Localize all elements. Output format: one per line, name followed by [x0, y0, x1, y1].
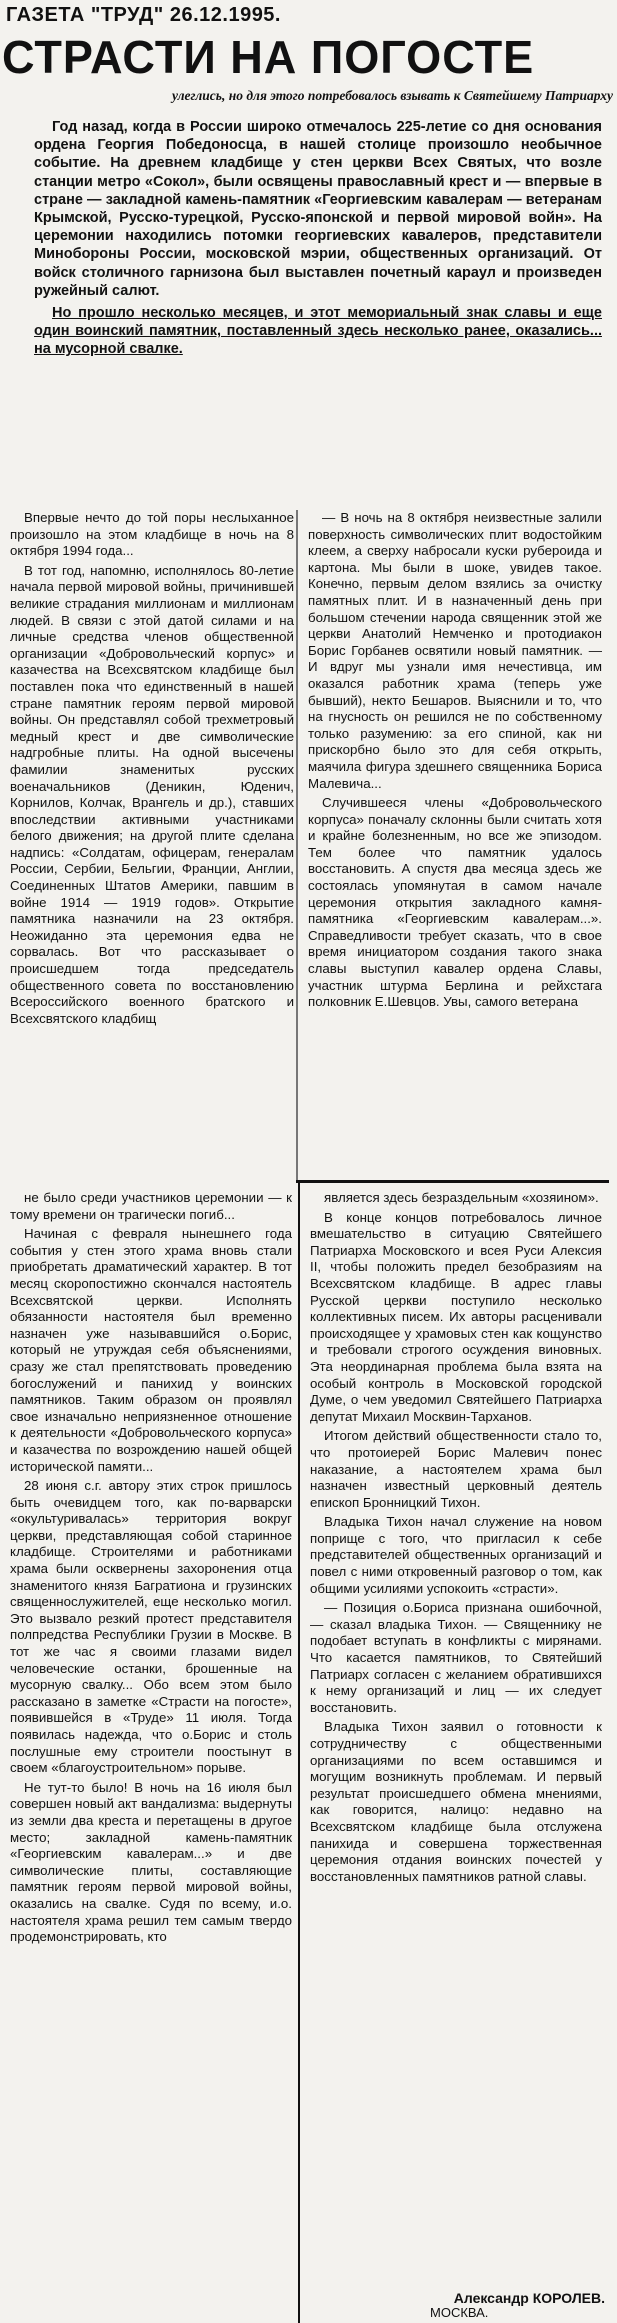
lead-paragraph-2: Но прошло несколько месяцев, и этот мемориальный знак славы и еще один воинский памятник, поставленный здесь несколько ранее, оказались... на мусорной свалке. — [34, 305, 602, 358]
newspaper-source: ГАЗЕТА "ТРУД" 26.12.1995. — [6, 4, 281, 26]
lead-paragraphs — [34, 118, 602, 363]
col-d-paragraph-3: Итогом действий общественности стало то, что протоиерей Борис Малевич понес наказание, а настоятелем храма был назначен известный церковный деятель епископ Бронницкий Тихон. — [310, 1428, 602, 1510]
col-d-paragraph-1: является здесь безраздельным «хозяином». — [324, 1190, 599, 1205]
col-d-paragraph-5: — Позиция о.Бориса признана ошибочной, — сказал владыка Тихон. — Священнику не подобает вступать в конфликты с мирянами. Что касается памятников, то Святейший Патриарх согласен с желанием обратившихся к нему организаций и лиц — их следует восстановить. — [310, 1600, 602, 1715]
col-d-paragraph-4: Владыка Тихон начал служение на новом поприще с того, что пригласил к себе представителей общественных организаций и повел с ними откровенный разговор о том, как общими усилиями успокоить «страсти». — [310, 1514, 602, 1596]
column-divider — [296, 510, 298, 1180]
dateline-city: МОСКВА. — [430, 2305, 489, 2320]
col-d-paragraph-6: Владыка Тихон заявил о готовности к сотрудничеству с общественными организациями по всем оставшимся и могущим возникнуть проблемам. И первый результат происшедшего обмена мнениями, как говорится, налицо: недавно на Всехсвятском кладбище была отслужена панихида и совершена торжественная церемония отдания воинских почестей у восстановленных памятников ратной славы. — [310, 1719, 602, 1884]
author-name: Александр КОРОЛЕВ. — [453, 2290, 605, 2306]
col-a-paragraph-2: В тот год, напомню, исполнялось 80-летие начала первой мировой войны, причинившей великие страдания миллионам и миллионам людей. В связи с этой датой силами и на личные средства членов общественной организации «Добровольческий корпус» и казачества на Всехсвятском кладбище был поставлен пока что единственный в нашей стране памятник героям первой мировой войны. Он представлял собой трехметровый медный крест и две символические надгробные плиты. На одной высечены фамилии знаменитых русских военачальников (Деникин, Юденич, Корнилов, Колчак, Врангель и др.), ставших впоследствии активными участниками белого движения; на другой плите сделана надпись: «Солдатам, офицерам, генералам России, Сербии, Бельгии, Франции, Англии, Соединенных Штатов Америки, павшим в войне 1914 — 1919 годов». Открытие памятника назначили на 23 октября. Неожиданно эта церемония едва не сорвалась. Вот что рассказывает о происшедшем тогда председатель общественного совета по восстановлению Всероссийского военного братского и Всехсвятского кладбищ — [10, 562, 294, 1026]
column-c — [10, 1190, 292, 2318]
col-c-paragraph-2: Начиная с февраля нынешнего года события у стен этого храма вновь стали приобретать драматический характер. В тот месяц скоропостижно скончался настоятель Всехсвятской церкви. Исполнять обязанности настоятеля был временно назначен уже называвшийся о.Борис, который не утруждая себя объяснениями, сразу же стал препятствовать проведению богослужений и панихид у воинских памятников. Таким образом он проявлял свое изначально неприязненное отношение к деятельности «Добровольческого корпуса» и казачества по возрождению нашей общей исторической памяти... — [10, 1226, 292, 1474]
column-b — [308, 510, 602, 1170]
col-c-paragraph-1: не было среди участников церемонии — к тому времени он трагически погиб... — [10, 1190, 292, 1222]
col-b-paragraph-2: Случившееся члены «Добровольческого корпуса» поначалу склонны были считать хотя и крайне болезненным, но все же эпизодом. Тем более что памятник удалось восстановить. А спустя два месяца здесь же состоялась упомянутая в самом начале церемония открытия закладного камня-памятника «Георгиевским кавалерам...». Справедливости требует сказать, что в свое время инициатором создания такого знака славы выступил кавалер ордена Славы, участник штурма Берлина и рейхстага полковник Е.Шевцов. Увы, самого ветерана — [308, 795, 602, 1010]
col-b-paragraph-1: — В ночь на 8 октября неизвестные залили поверхность символических плит водостойким клеем, а сверху набросали куски рубероида и картона. Мы были в шоке, увидев такое. Конечно, первым делом взялись за очистку памятных плит. И в назначенный день при большом стечении народа священник этой же церкви Анатолий Немченко и протодиакон Борис Горбанев освятили новый памятник. — И вдруг мы узнали имя нечестивца, им оказался работник храма (теперь уже бывший), некто Бешаров. Выяснили и то, что на гнусность он решился не по собственному только разумению: за его спиной, как ни прискорбно было это для себя открыть, маячила фигура здешнего священника Бориса Малевича... — [308, 510, 602, 791]
col-a-paragraph-1: Впервые нечто до той поры неслыханное произошло на этом кладбище в ночь на 8 октября 1994 года... — [10, 510, 294, 559]
subtitle: улеглись, но для этого потребовалось взывать к Святейшему Патриарху — [172, 88, 613, 103]
headline: СТРАСТИ НА ПОГОСТЕ — [2, 31, 535, 83]
col-c-paragraph-4: Не тут-то было! В ночь на 16 июля был совершен новый акт вандализма: выдернуты из земли два креста и перетащены в другое место; закладной камень-памятник «Георгиевским кавалерам...» и две символические плиты, составляющие памятник героям первой мировой войны, оказались на свалке. Судя по всему, и.о. настоятеля храма решил тем самым твердо продемонстрировать, кто — [10, 1779, 292, 1945]
lead-paragraph-1: Год назад, когда в России широко отмечалось 225-летие со дня основания ордена Георгия Победоносца, в нашей столице произошло необычное событие. На древнем кладбище у стен церкви Всех Святых, что возле станции метро «Сокол», были освящены православный крест и — впервые в стране — закладной камень-памятник «Георгиевским кавалерам — ветеранам Крымской, Русско-турецкой, Русско-японской и первой мировой войн». На церемонии находились потомки георгиевских кавалеров, представители Минобороны России, московской мэрии, общественных организаций. От войск столичного гарнизона был выставлен почетный караул и произведен ружейный салют. — [34, 119, 602, 299]
col-d-paragraph-2: В конце концов потребовалось личное вмешательство в ситуацию Святейшего Патриарха Московского и всея Руси Алексия II, чтобы положить предел безобразиям на Всехсвятском кладбище. В адрес главы Русской церкви поступило несколько коллективных писем. Их авторы расценивали происходящее у храмовых стен как кощунство и требовали строгого осуждения виновных. Эта неординарная проблема была взята на особый контроль в Московской городской Думе, о чем уведомил Святейшего Патриарха депутат Михаил Москвин-Тарханов. — [310, 1209, 602, 1424]
column-d — [310, 1190, 602, 2318]
box-divider-vertical — [298, 1180, 300, 2323]
column-a — [10, 510, 294, 1170]
box-divider-top — [296, 1180, 609, 1183]
col-c-paragraph-3: 28 июня с.г. автору этих строк пришлось быть очевидцем того, как по-варварски «окультуривалась» территория вокруг церкви, представляющая собой старинное кладбище. Строителями и работниками храма были осквернены захоронения отца знаменитого князя Багратиона и грузинских священнослужителей, еще несколько могил. Это вызвало резкий протест представителя полпредства Республики Грузии в Москве. В тот же час я своими глазами видел человеческие останки, брошенные на мусорную свалку... Обо всем этом было рассказано в заметке «Страсти на погосте», появившейся в «Труде» 11 июля. Тогда появилась надежда, что о.Борис и столь послушные ему строители поостынут в своем «благоустроительном» порыве. — [10, 1478, 292, 1776]
